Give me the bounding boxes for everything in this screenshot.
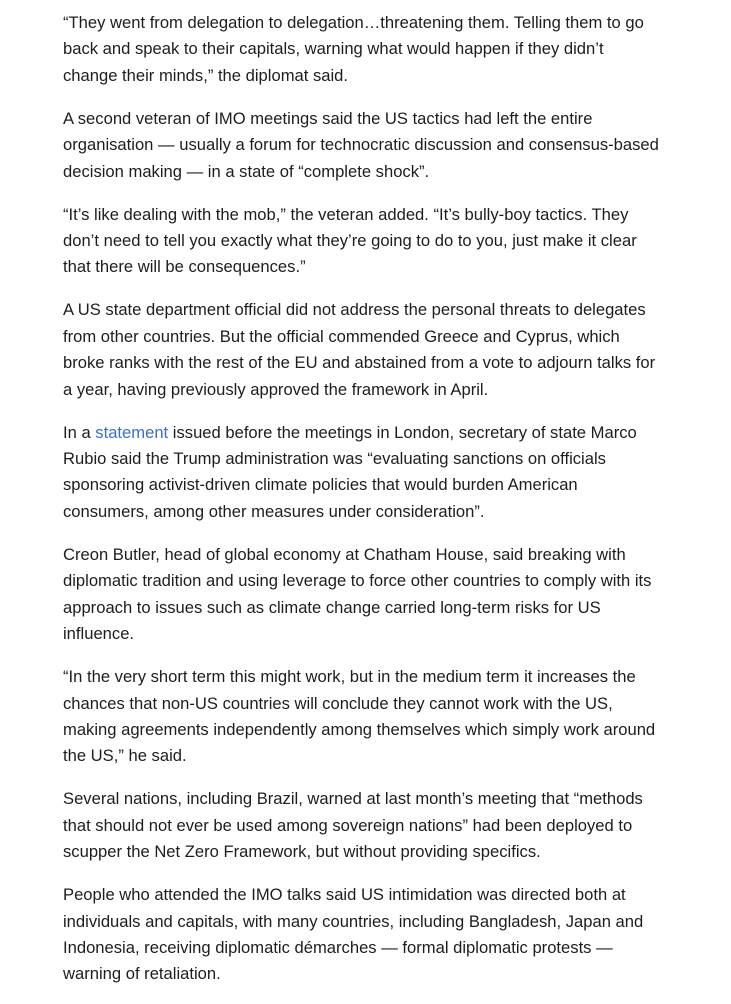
text-line: scupper the Net Zero Framework, but without providing specifics. [63,842,541,862]
text-line: chances that non-US countries will conclude they cannot work with the US, [63,693,613,713]
text-line: People who attended the IMO talks said US intimidation was directed both at [63,885,626,905]
article-paragraph [63,297,703,403]
text-line: diplomatic tradition and using leverage to force other countries to comply with its [63,571,652,591]
text-line [63,420,703,446]
text-line: Indonesia, receiving diplomatic démarches — formal diplomatic protests — [63,937,613,957]
article-paragraph [63,202,703,281]
text-segment: issued before the meetings in London, secretary of state Marco [168,422,637,442]
article-paragraph [63,882,703,988]
text-line: broke ranks with the rest of the EU and abstained from a vote to adjourn talks for [63,353,656,373]
article-paragraph [63,664,703,770]
text-line: Creon Butler, head of global economy at Chatham House, said breaking with [63,544,626,564]
text-line: Rubio said the Trump administration was “evaluating sanctions on officials [63,449,606,469]
text-line: “In the very short term this might work, but in the medium term it increases the [63,667,636,687]
text-line: making agreements independently among themselves which simply work around [63,719,656,739]
text-line: decision making — in a state of “complete shock”. [63,161,430,181]
text-line: “It’s like dealing with the mob,” the veteran added. “It’s bully-boy tactics. They [63,204,629,224]
text-line: A second veteran of IMO meetings said the US tactics had left the entire [63,108,593,128]
article-paragraph [63,106,703,185]
text-line: organisation — usually a forum for technocratic discussion and consensus-based [63,135,659,155]
text-line: sponsoring activist-driven climate policies that would burden American [63,475,578,495]
article-paragraph [63,786,703,865]
text-line: the US,” he said. [63,746,187,766]
text-line: that there will be consequences.” [63,257,306,277]
text-line: don’t need to tell you exactly what they’re going to do to you, just make it clear [63,231,637,251]
article-body [63,10,703,1004]
text-line: “They went from delegation to delegation…threatening them. Telling them to go [63,13,644,32]
text-line: back and speak to their capitals, warning what would happen if they didn’t [63,39,604,59]
text-line: consumers, among other measures under consideration”. [63,501,485,521]
article-paragraph [63,542,703,648]
text-line: A US state department official did not address the personal threats to delegates [63,300,646,320]
text-line: that should not ever be used among sovereign nations” had been deployed to [63,815,633,835]
text-line: influence. [63,624,135,644]
text-segment: In a [63,422,96,442]
text-line: approach to issues such as climate change carried long-term risks for US [63,597,601,617]
article-paragraph [63,420,703,526]
text-line: Several nations, including Brazil, warned at last month’s meeting that “methods [63,789,643,809]
text-line: change their minds,” the diplomat said. [63,65,349,85]
text-line: from other countries. But the official commended Greece and Cyprus, which [63,326,620,346]
statement-link[interactable]: statement [95,422,169,442]
text-line: individuals and capitals, with many countries, including Bangladesh, Japan and [63,911,644,931]
article-paragraph [63,10,703,89]
text-line: warning of retaliation. [63,964,221,984]
text-line: a year, having previously approved the framework in April. [63,379,489,399]
